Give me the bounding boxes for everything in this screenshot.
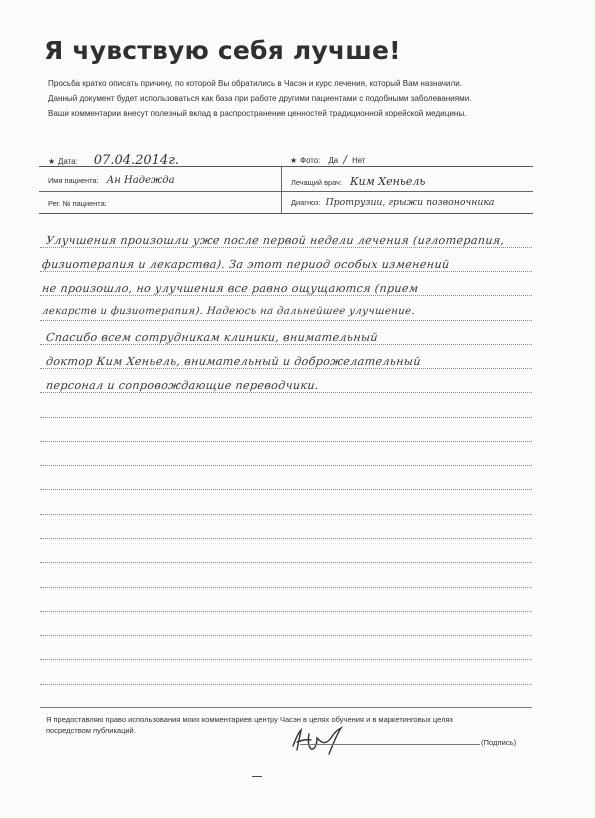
- intro-line: Данный документ будет использоваться как база при работе другими пациентами с подобными заболеваниями.: [48, 94, 472, 103]
- star-icon: ★: [290, 156, 298, 165]
- diagnosis-value: Протрузии, грыжи позвоночника: [325, 197, 495, 208]
- reg-number-field[interactable]: [48, 198, 107, 209]
- comment-line: доктор Ким Хеньель, внимательный и доброжелательный: [45, 355, 422, 368]
- table-divider: [281, 167, 282, 213]
- table-divider: [39, 191, 533, 192]
- photo-field[interactable]: [290, 153, 365, 166]
- writing-line: [40, 465, 532, 466]
- writing-line: [40, 489, 532, 490]
- writing-line: [40, 514, 532, 515]
- writing-line: [40, 611, 532, 612]
- patient-name-field[interactable]: [48, 175, 175, 186]
- writing-line: [40, 684, 532, 685]
- date-value: 07.04.2014г.: [93, 153, 179, 168]
- writing-line: [40, 344, 532, 345]
- intro-line: Просьба кратко описать причину, по которой Вы обратились в Часэн и курс лечения, который Вам назначили.: [48, 79, 463, 88]
- writing-line: [40, 659, 532, 660]
- date-label: Дата:: [58, 157, 78, 166]
- handwritten-signature: [287, 724, 357, 756]
- comment-line: персонал и сопровождающие переводчики.: [45, 379, 320, 392]
- signature-label: (Подпись): [481, 738, 517, 747]
- patient-name-value: Ан Надежда: [106, 175, 175, 186]
- doctor-value: Ким Хеньель: [350, 175, 426, 188]
- writing-line: [40, 538, 532, 539]
- writing-line: [40, 368, 532, 369]
- doctor-label: Лечащий врач:: [291, 178, 342, 187]
- writing-line: [40, 392, 532, 393]
- writing-line: [40, 320, 532, 321]
- photo-label: Фото:: [300, 156, 321, 165]
- photo-yes-option[interactable]: Да: [328, 156, 339, 165]
- writing-line: [40, 562, 532, 563]
- doctor-field[interactable]: [291, 175, 425, 188]
- patient-name-label: Имя пациента:: [48, 176, 99, 185]
- writing-line: [40, 417, 532, 418]
- writing-line: [40, 635, 532, 636]
- comment-line: лекарств и физиотерапия). Надеюсь на дальнейшее улучшение.: [41, 306, 416, 317]
- writing-line: [40, 295, 532, 296]
- signature-line[interactable]: [300, 744, 480, 745]
- consent-line: Я предоставляю право использования моих комментариев центру Часэн в целях обучения и в маркетинговых целях: [46, 715, 454, 724]
- comment-line: не произошло, но улучшения все равно ощущаются (прием: [41, 282, 420, 295]
- comment-line: физиотерапия и лекарства). За этот период особых изменений: [41, 258, 451, 271]
- consent-line: посредством публикаций.: [46, 726, 136, 735]
- diagnosis-field[interactable]: [291, 197, 494, 208]
- page-title: Я чувствую себя лучше!: [44, 36, 401, 65]
- diagnosis-label: Диагноз:: [291, 198, 321, 207]
- photo-separator: /: [343, 153, 347, 166]
- reg-number-label: Рег. № пациента:: [48, 199, 107, 208]
- writing-line: [40, 587, 532, 588]
- intro-line: Ваши комментарии внесут полезный вклад в распространение ценностей традиционной корейской медицины.: [48, 109, 467, 118]
- star-icon: ★: [48, 157, 56, 166]
- consent-divider: [40, 707, 532, 708]
- comment-line: Спасибо всем сотрудникам клиники, внимательный: [45, 331, 379, 344]
- writing-line: [40, 247, 532, 248]
- writing-line: [40, 441, 532, 442]
- intro-text: [48, 76, 548, 121]
- patient-info-table: [39, 166, 533, 214]
- writing-line: [40, 271, 532, 272]
- page-mark: [252, 776, 262, 777]
- comment-line: Улучшения произошли уже после первой недели лечения (иглотерапия,: [45, 234, 506, 247]
- photo-no-option[interactable]: Нет: [352, 156, 366, 165]
